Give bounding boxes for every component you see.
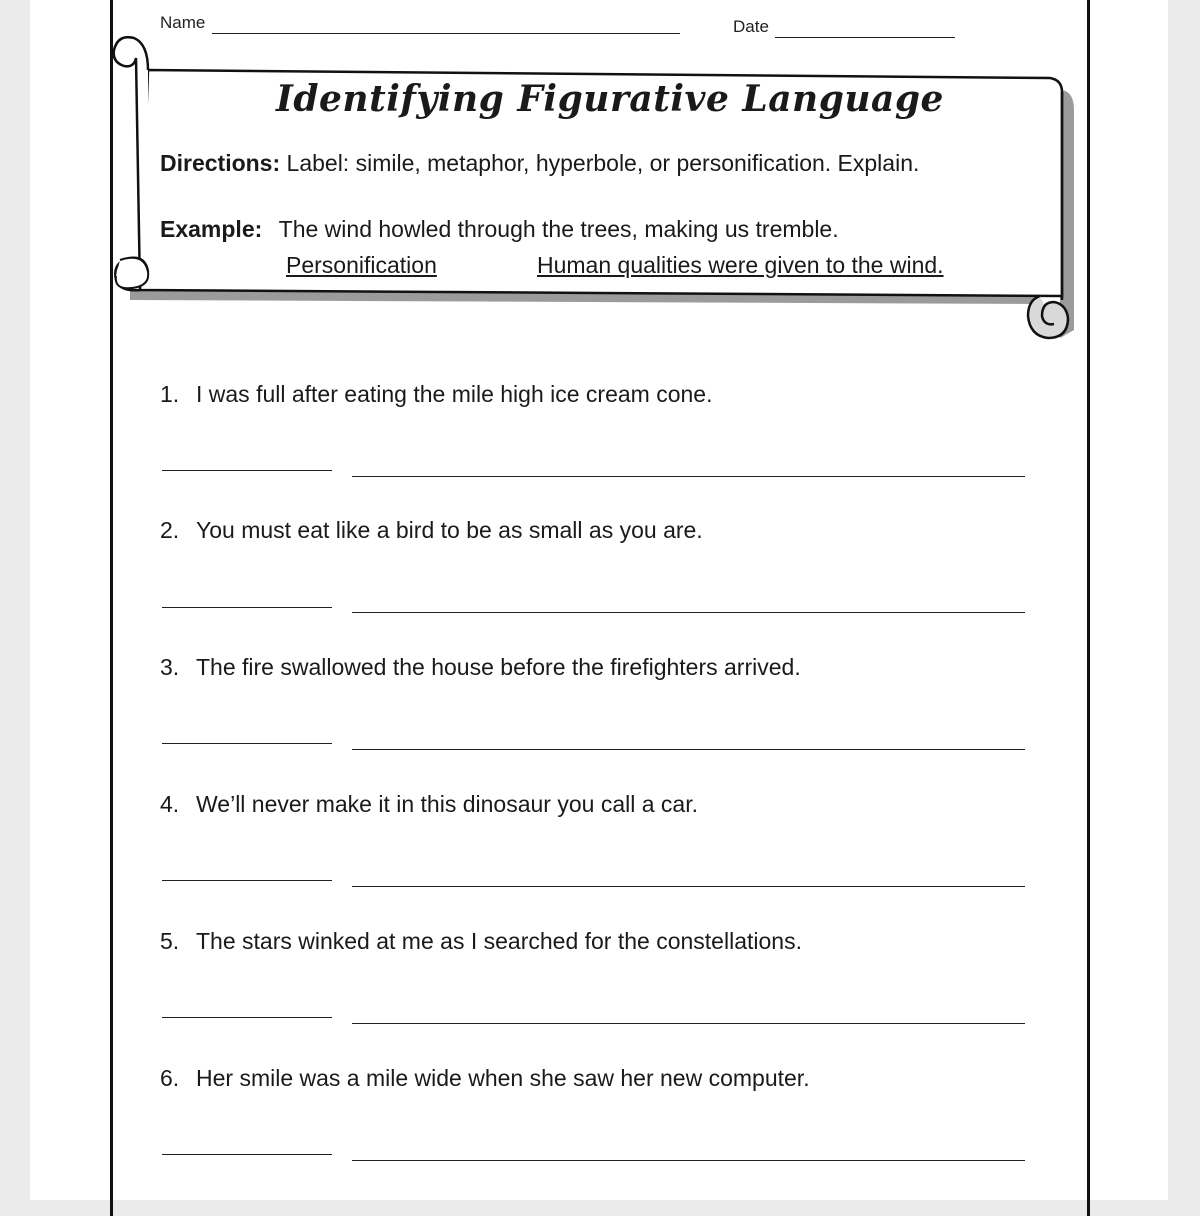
date-label: Date: [733, 17, 769, 36]
example-label: Example:: [160, 216, 263, 242]
answer-type-field-4[interactable]: [162, 880, 332, 881]
answer-type-field-3[interactable]: [162, 743, 332, 744]
example: [160, 216, 839, 243]
question-number: 2.: [160, 517, 180, 543]
scroll-banner: [0, 0, 1200, 360]
question-2: [160, 517, 703, 544]
directions-text: Label: simile, metaphor, hyperbole, or personification. Explain.: [286, 150, 920, 176]
question-3: [160, 654, 801, 681]
question-5: [160, 928, 802, 955]
example-sentence: The wind howled through the trees, making us tremble.: [278, 216, 839, 242]
worksheet-title: Identifying Figurative Language: [276, 78, 944, 120]
question-number: 5.: [160, 928, 180, 954]
question-number: 6.: [160, 1065, 180, 1091]
answer-explanation-field-3[interactable]: [352, 749, 1025, 750]
question-number: 1.: [160, 381, 180, 407]
answer-explanation-field-2[interactable]: [352, 612, 1025, 613]
directions-label: Directions:: [160, 150, 281, 176]
question-number: 4.: [160, 791, 180, 817]
answer-explanation-field-6[interactable]: [352, 1160, 1025, 1161]
answer-explanation-field-1[interactable]: [352, 476, 1025, 477]
question-6: [160, 1065, 810, 1092]
example-type: Personification: [286, 252, 437, 278]
question-1: [160, 381, 712, 408]
question-text: The fire swallowed the house before the firefighters arrived.: [196, 654, 801, 680]
directions: [160, 150, 919, 177]
answer-type-field-6[interactable]: [162, 1154, 332, 1155]
question-text: The stars winked at me as I searched for the constellations.: [196, 928, 802, 954]
answer-explanation-field-5[interactable]: [352, 1023, 1025, 1024]
answer-explanation-field-4[interactable]: [352, 886, 1025, 887]
name-label: Name: [160, 13, 206, 32]
question-text: Her smile was a mile wide when she saw her new computer.: [196, 1065, 810, 1091]
question-text: You must eat like a bird to be as small as you are.: [196, 517, 703, 543]
answer-type-field-2[interactable]: [162, 607, 332, 608]
question-text: We’ll never make it in this dinosaur you call a car.: [196, 791, 698, 817]
question-text: I was full after eating the mile high ice cream cone.: [196, 381, 713, 407]
question-4: [160, 791, 698, 818]
answer-type-field-1[interactable]: [162, 470, 332, 471]
example-explanation: Human qualities were given to the wind.: [537, 252, 944, 278]
answer-type-field-5[interactable]: [162, 1017, 332, 1018]
question-number: 3.: [160, 654, 180, 680]
